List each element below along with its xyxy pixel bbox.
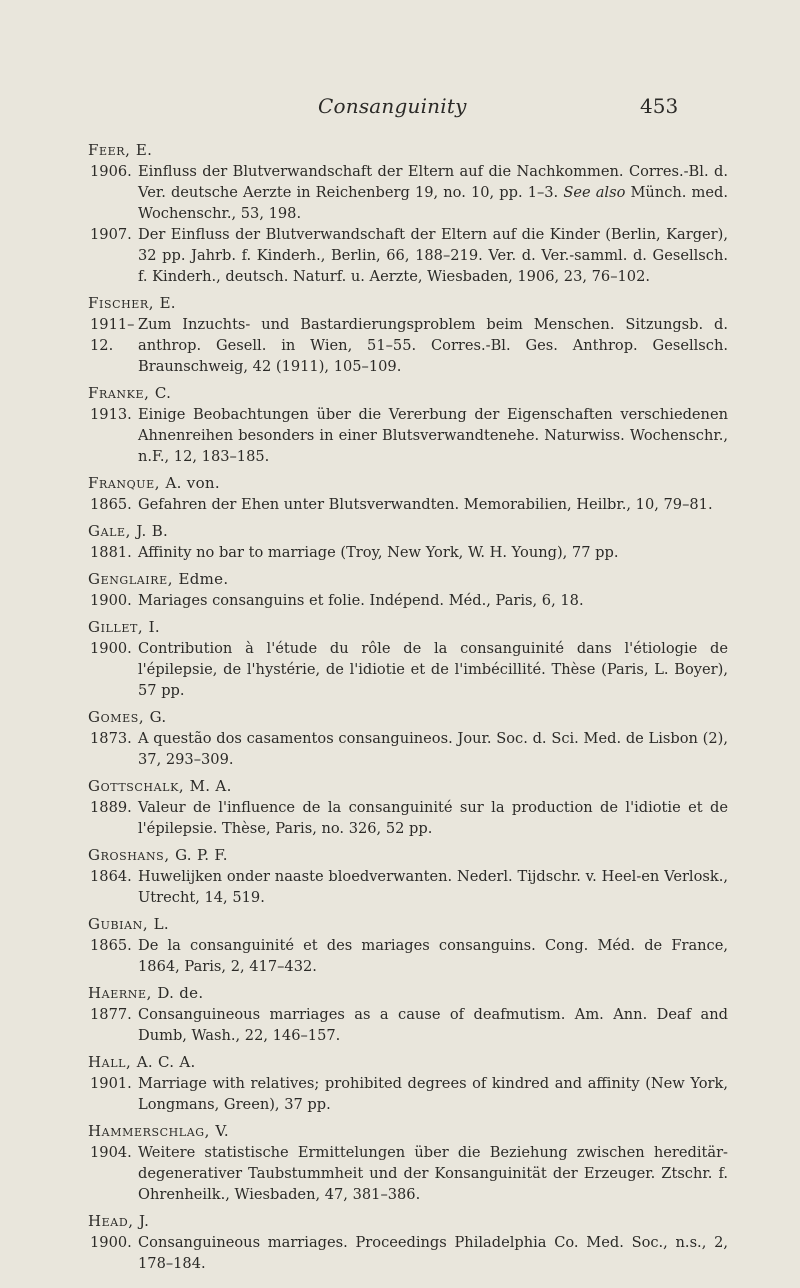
author-surname: Franque, <box>88 474 161 492</box>
work-year: 1907. <box>90 226 132 243</box>
work-item <box>88 728 728 770</box>
author-given-name: E. <box>159 294 176 312</box>
page-number: 453 <box>640 94 679 118</box>
bib-entry <box>88 1052 728 1115</box>
work-citation <box>138 161 728 224</box>
work-year: 1865. <box>90 937 132 954</box>
work-year: 1906. <box>90 163 132 180</box>
work-year: 1877. <box>90 1006 132 1023</box>
author-heading <box>88 1211 728 1232</box>
work-citation <box>138 638 728 701</box>
author-heading <box>88 845 728 866</box>
author-surname: Gillet, <box>88 618 144 636</box>
bib-entry <box>88 776 728 839</box>
bib-entry <box>88 569 728 611</box>
citation-text: Consanguineous marriages as a cause of deafmutism. Am. Ann. Deaf and Dumb, Wash., 22, 146–157. <box>138 1006 728 1044</box>
author-heading <box>88 776 728 797</box>
author-surname: Fischer, <box>88 294 155 312</box>
work-citation <box>138 866 728 908</box>
author-surname: Franke, <box>88 384 150 402</box>
work-citation <box>138 494 728 515</box>
work-item <box>88 542 728 563</box>
bib-entry <box>88 707 728 770</box>
work-year: 1900. <box>90 592 132 609</box>
work-item <box>88 224 728 287</box>
bib-entry <box>88 473 728 515</box>
work-citation <box>138 1142 728 1205</box>
citation-text: Zum Inzuchts- und Bastardierungsproblem beim Menschen. Sitzungsb. d. anthrop. Gesell. in Wien, 51–55. Corres.-Bl. Ges. Anthrop. Gesellsch. Braunschweig, 42 (1911), 105–109. <box>138 316 728 375</box>
bib-entry <box>88 383 728 467</box>
author-surname: Groshans, <box>88 846 170 864</box>
work-item <box>88 797 728 839</box>
author-heading <box>88 914 728 935</box>
bib-entry <box>88 983 728 1046</box>
author-given-name: G. P. F. <box>175 846 228 864</box>
author-surname: Head, <box>88 1212 134 1230</box>
citation-text: Weitere statistische Ermittelungen über die Beziehung zwischen hereditär-degenerativer Taubstummheit und der Konsanguinität der Erzeuger. Ztschr. f. Ohrenheilk., Wiesbaden, 47, 381–386. <box>138 1144 728 1203</box>
work-item <box>88 638 728 701</box>
running-head <box>0 94 800 124</box>
work-year: 1911–12. <box>90 316 135 354</box>
work-year: 1873. <box>90 730 132 747</box>
author-surname: Gale, <box>88 522 132 540</box>
citation-text: De la consanguinité et des mariages consanguins. Cong. Méd. de France, 1864, Paris, 2, 417–432. <box>138 937 728 975</box>
citation-text: Consanguineous marriages. Proceedings Philadelphia Co. Med. Soc., n.s., 2, 178–184. <box>138 1234 728 1272</box>
author-surname: Genglaire, <box>88 570 174 588</box>
work-year: 1901. <box>90 1075 132 1092</box>
work-item <box>88 1073 728 1115</box>
work-citation <box>138 1073 728 1115</box>
work-year: 1913. <box>90 406 132 423</box>
work-item <box>88 161 728 224</box>
work-item <box>88 590 728 611</box>
work-citation <box>138 728 728 770</box>
author-given-name: E. <box>135 141 153 159</box>
author-given-name: J. B. <box>136 522 169 540</box>
author-surname: Gottschalk, <box>88 777 185 795</box>
author-surname: Hall, <box>88 1053 132 1071</box>
work-citation <box>138 590 728 611</box>
work-year: 1865. <box>90 496 132 513</box>
author-surname: Feer, <box>88 141 131 159</box>
work-citation <box>138 1004 728 1046</box>
author-given-name: L. <box>153 915 169 933</box>
citation-text: Huwelijken onder naaste bloedverwanten. Nederl. Tijdschr. v. Heel-en Verlosk., Utrecht, 14, 519. <box>138 868 728 906</box>
work-citation <box>138 797 728 839</box>
citation-text: A questão dos casamentos consanguineos. Jour. Soc. d. Sci. Med. de Lisbon (2), 37, 293–309. <box>138 730 728 768</box>
author-given-name: M. A. <box>189 777 232 795</box>
author-given-name: J. <box>139 1212 150 1230</box>
work-year: 1881. <box>90 544 132 561</box>
author-heading <box>88 1121 728 1142</box>
author-heading <box>88 521 728 542</box>
author-given-name: A. C. A. <box>136 1053 196 1071</box>
author-heading <box>88 569 728 590</box>
author-surname: Haerne, <box>88 984 152 1002</box>
citation-text: Der Einfluss der Blutverwandschaft der Eltern auf die Kinder (Berlin, Karger), 32 pp. Jahrb. f. Kinderh., Berlin, 66, 188–219. Ver. d. Ver.-samml. d. Gesellsch. f. Kinderh., deutsch. Naturf. u. Aerzte, Wiesbaden, 1906, 23, 76–102. <box>138 226 728 285</box>
bib-entry <box>88 521 728 563</box>
citation-text: Gefahren der Ehen unter Blutsverwandten. Memorabilien, Heilbr., 10, 79–81. <box>138 496 713 513</box>
bib-entry <box>88 845 728 908</box>
author-surname: Hammerschlag, <box>88 1122 211 1140</box>
author-heading <box>88 983 728 1004</box>
running-title: Consanguinity <box>318 94 467 118</box>
citation-text: Einfluss der Blutverwandschaft der Eltern auf die Nachkommen. Corres.-Bl. d. Ver. deutsche Aerzte in Reichenberg 19, no. 10, pp. 1–3. <box>138 163 728 201</box>
work-item <box>88 866 728 908</box>
work-citation <box>138 542 728 563</box>
author-heading <box>88 383 728 404</box>
author-heading <box>88 1052 728 1073</box>
work-year: 1889. <box>90 799 132 816</box>
see-also-note: See also <box>563 184 626 201</box>
author-heading <box>88 473 728 494</box>
author-surname: Gubian, <box>88 915 149 933</box>
work-year: 1900. <box>90 1234 132 1251</box>
bib-entry <box>88 1121 728 1205</box>
citation-text: Marriage with relatives; prohibited degrees of kindred and affinity (New York, Longmans, Green), 37 pp. <box>138 1075 728 1113</box>
work-citation <box>138 1232 728 1274</box>
author-given-name: I. <box>148 618 160 636</box>
citation-text: Einige Beobachtungen über die Vererbung der Eigenschaften verschiedenen Ahnenreihen besonders in einer Blutsverwandtenehe. Naturwiss. Wochenschr., n.F., 12, 183–185. <box>138 406 728 465</box>
author-given-name: A. von. <box>165 474 220 492</box>
author-heading <box>88 617 728 638</box>
citation-text-continued: Münch. med. Wochenschr., 53, 198. <box>138 184 729 222</box>
work-year: 1904. <box>90 1144 132 1161</box>
citation-text: Contribution à l'étude du rôle de la consanguinité dans l'étiologie de l'épilepsie, de l'hystérie, de l'idiotie et de l'imbécillité. Thèse (Paris, L. Boyer), 57 pp. <box>138 640 728 699</box>
work-item <box>88 404 728 467</box>
work-item <box>88 314 728 377</box>
work-citation <box>138 404 728 467</box>
author-surname: Gomes, <box>88 708 145 726</box>
work-item <box>88 494 728 515</box>
bibliography-list <box>88 140 728 1280</box>
work-item <box>88 1232 728 1274</box>
author-given-name: D. de. <box>157 984 204 1002</box>
bib-entry <box>88 1211 728 1274</box>
bib-entry <box>88 914 728 977</box>
work-year: 1864. <box>90 868 132 885</box>
work-item <box>88 1142 728 1205</box>
citation-text: Valeur de l'influence de la consanguinité sur la production de l'idiotie et de l'épilepsie. Thèse, Paris, no. 326, 52 pp. <box>138 799 728 837</box>
work-citation <box>138 314 728 377</box>
author-heading <box>88 140 728 161</box>
work-citation <box>138 935 728 977</box>
work-item <box>88 1004 728 1046</box>
work-citation <box>138 224 728 287</box>
work-item <box>88 935 728 977</box>
author-heading <box>88 293 728 314</box>
author-heading <box>88 707 728 728</box>
author-given-name: C. <box>154 384 172 402</box>
author-given-name: Edme. <box>178 570 229 588</box>
author-given-name: G. <box>149 708 167 726</box>
work-year: 1900. <box>90 640 132 657</box>
citation-text: Mariages consanguins et folie. Indépend. Méd., Paris, 6, 18. <box>138 592 584 609</box>
bib-entry <box>88 140 728 287</box>
author-given-name: V. <box>215 1122 229 1140</box>
bib-entry <box>88 617 728 701</box>
citation-text: Affinity no bar to marriage (Troy, New York, W. H. Young), 77 pp. <box>138 544 619 561</box>
bib-entry <box>88 293 728 377</box>
